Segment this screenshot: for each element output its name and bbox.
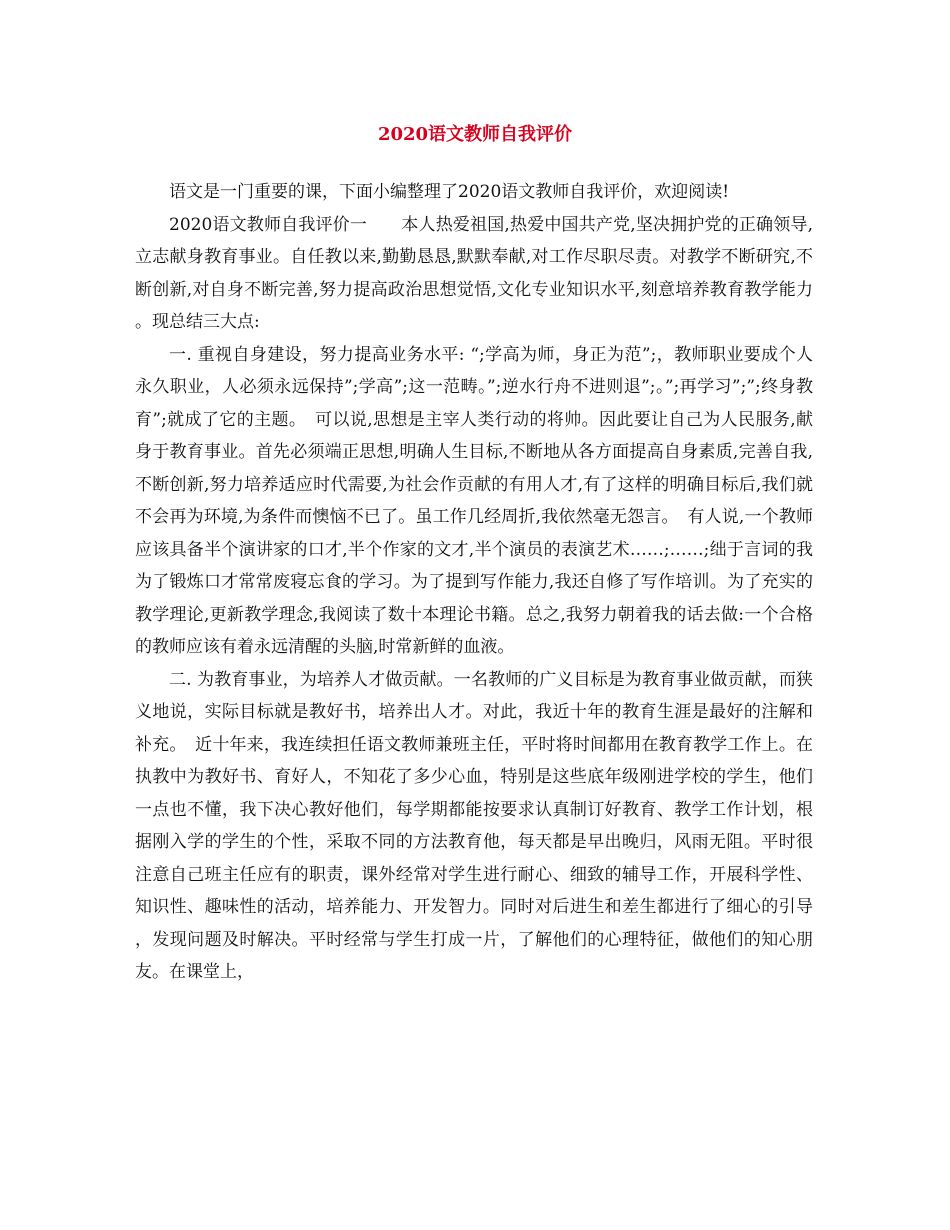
document-title: 2020语文教师自我评价: [377, 124, 573, 145]
paragraph-point-two: 二. 为教育事业，为培养人才做贡献。一名教师的广义目标是为教育事业做贡献，而狭义地说，实际目标就是教好书，培养出人才。对此，我近十年的教育生涯是最好的注解和补充。 近十年来，我连续担任语文教师兼班主任，平时将时间都用在教育教学工作上。在执教中为教好书、育好人，不知花了多少心血，特别是这些底年级刚进学校的学生，他们一点也不懂，我下决心教好他们，每学期都能按要求认真制订好教育、教学工作计划，根据刚入学的学生的个性，采取不同的方法教育他，每天都是早出晚归，风雨无阻。平时很注意自己班主任应有的职责，课外经常对学生进行耐心、细致的辅导工作，开展科学性、知识性、趣味性的活动，培养能力、开发智力。同时对后进生和差生都进行了细心的引导，发现问题及时解决。平时经常与学生打成一片，了解他们的心理特征，做他们的知心朋友。在课堂上，: [135, 669, 813, 982]
paragraph-evaluation-one: 2020语文教师自我评价一 本人热爱祖国,热爱中国共产党,坚决拥护党的正确领导,立志献身教育事业。自任教以来,勤勤恳恳,默默奉献,对工作尽职尽责。对教学不断研究,不断创新,对自身不断完善,努力提高政治思想觉悟,文化专业知识水平,刻意培养教育教学能力。现总结三大点:: [135, 214, 813, 332]
document-body: [135, 176, 813, 989]
paragraph-intro: 语文是一门重要的课，下面小编整理了2020语文教师自我评价，欢迎阅读!: [169, 182, 730, 202]
paragraph-point-one: 一. 重视自身建设，努力提高业务水平: “;学高为师，身正为范”;，教师职业要成个人永久职业，人必须永远保持”;学高”;这一范畴。”;逆水行舟不进则退”;。”;再学习”;”;终身教育”;就成了它的主题。 可以说,思想是主宰人类行动的将帅。因此要让自己为人民服务,献身于教育事业。首先必须端正思想,明确人生目标,不断地从各方面提高自身素质,完善自我,不断创新,努力培养适应时代需要,为社会作贡献的有用人才,有了这样的明确目标后,我们就不会再为环境,为条件而懊恼不已了。虽工作几经周折,我依然毫无怨言。 有人说,一个教师应该具备半个演讲家的口才,半个作家的文才,半个演员的表演艺术……;……;绌于言词的我为了锻炼口才常常废寝忘食的学习。为了提到写作能力,我还自修了写作培训。为了充实的教学理论,更新教学理念,我阅读了数十本理论书籍。总之,我努力朝着我的话去做:一个合格的教师应该有着永远清醒的头脑,时常新鲜的血液。: [135, 344, 813, 657]
